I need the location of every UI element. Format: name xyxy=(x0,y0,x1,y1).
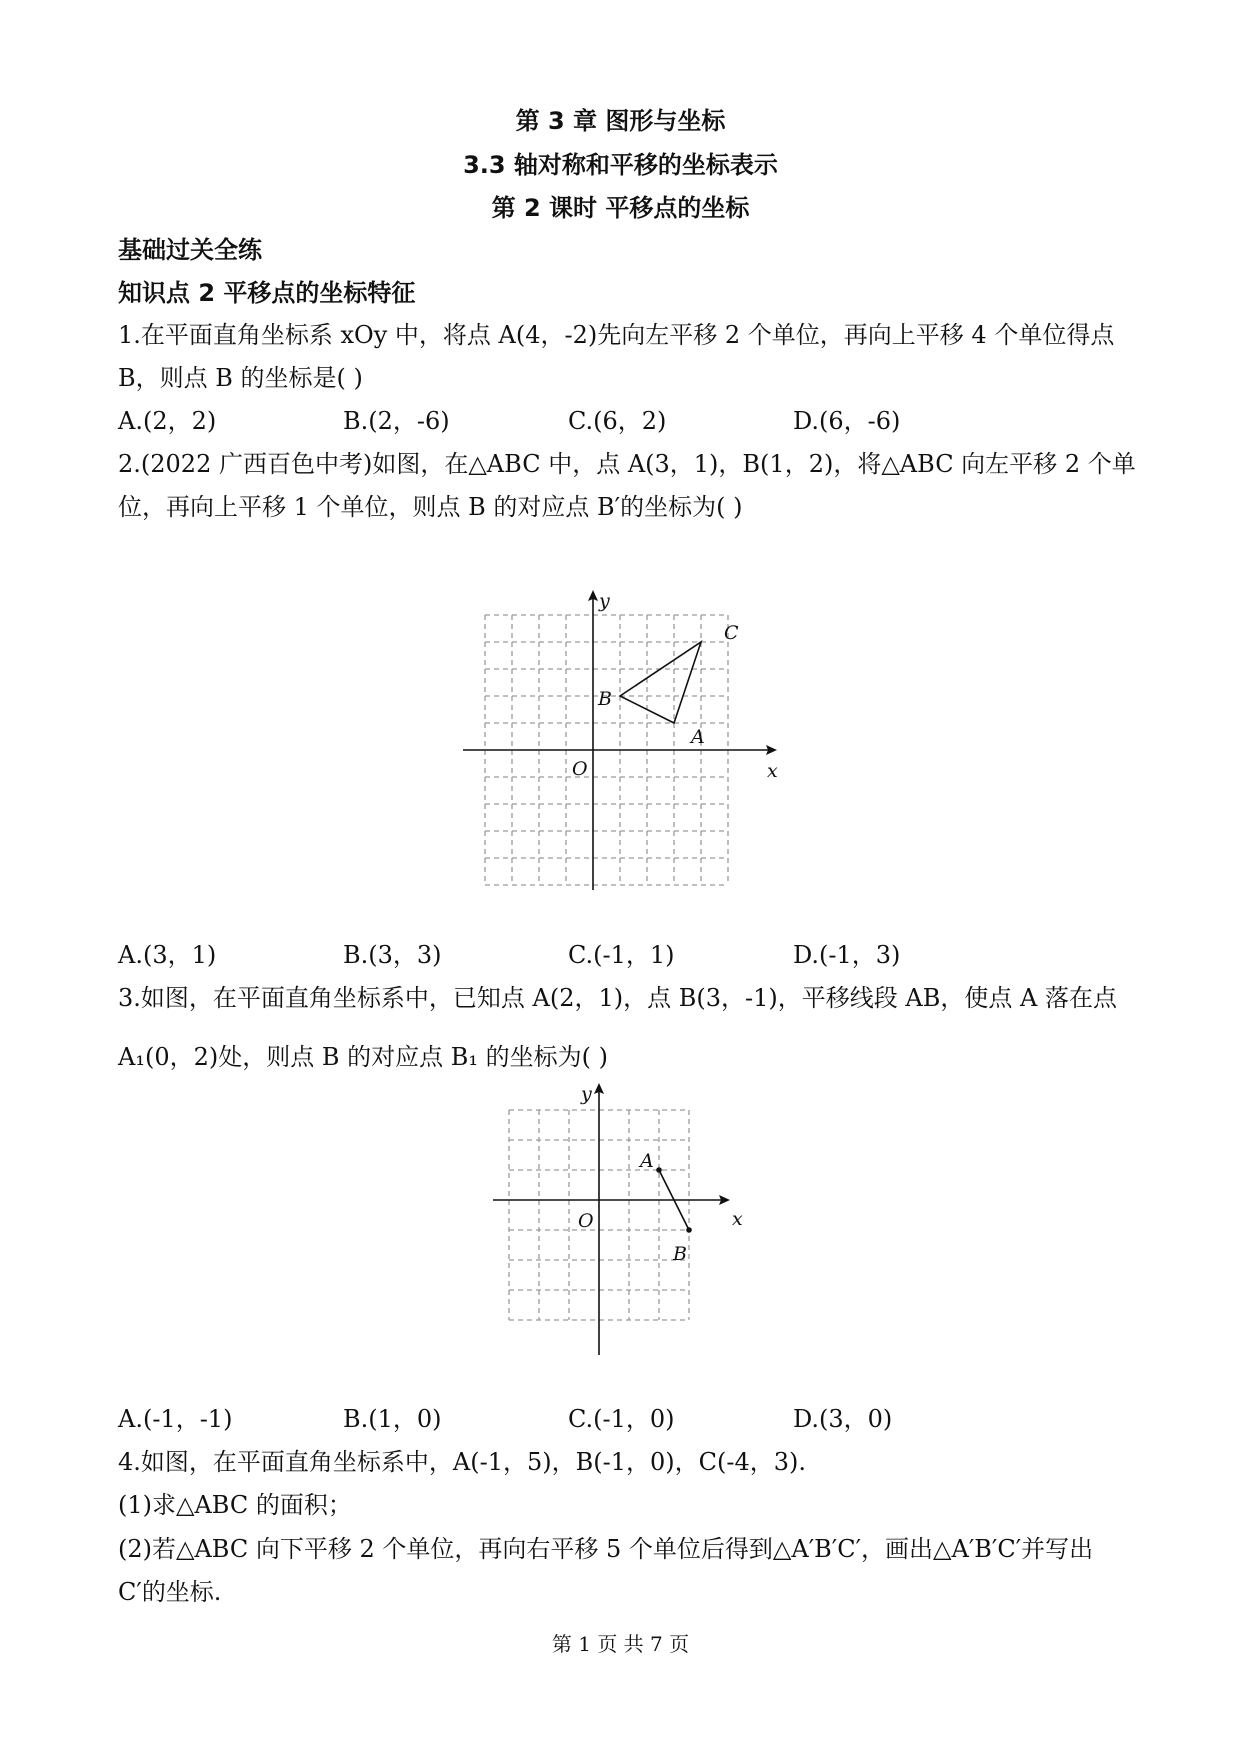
q1-line-1: 1.在平面直角坐标系 xOy 中，将点 A(4，-2)先向左平移 2 个单位，再向上平移 4 个单位得点 xyxy=(118,321,1115,349)
q3-axes xyxy=(493,1083,730,1355)
q3-coordinate-figure xyxy=(487,1080,757,1365)
q2-origin-label: O xyxy=(572,758,588,780)
q1-option-a: A.(2，2) xyxy=(118,407,217,435)
q3-x-axis-label: x xyxy=(732,1208,743,1230)
q1-line-2: B，则点 B 的坐标是( ) xyxy=(118,364,363,392)
q2-option-d: D.(-1，3) xyxy=(793,941,901,969)
q3-point-b-label: B xyxy=(673,1243,687,1265)
q2-point-b-label: B xyxy=(598,688,612,710)
q1-option-c: C.(6，2) xyxy=(568,407,667,435)
lesson-title: 第 2 课时 平移点的坐标 xyxy=(491,194,750,222)
q3-option-d: D.(3，0) xyxy=(793,1405,893,1433)
chapter-title: 第 3 章 图形与坐标 xyxy=(515,107,726,135)
q3-line-1: 3.如图，在平面直角坐标系中，已知点 A(2，1)，点 B(3，-1)，平移线段 AB，使点 A 落在点 xyxy=(118,984,1117,1012)
q3-line-2: A₁(0，2)处，则点 B 的对应点 B₁ 的坐标为( ) xyxy=(118,1043,608,1071)
q3-point-b xyxy=(686,1227,692,1233)
q4-part-2-line-1: (2)若△ABC 向下平移 2 个单位，再向右平移 5 个单位后得到△A′B′C′，画出△A′B′C′并写出 xyxy=(118,1535,1094,1563)
page-footer: 第 1 页 共 7 页 xyxy=(551,1632,690,1656)
q2-y-axis-label: y xyxy=(599,590,610,612)
q3-point-a-label: A xyxy=(640,1150,654,1172)
q3-origin-label: O xyxy=(578,1210,594,1232)
q2-point-a-label: A xyxy=(691,726,705,748)
q2-option-a: A.(3，1) xyxy=(118,941,217,969)
q2-option-c: C.(-1，1) xyxy=(568,941,675,969)
q2-triangle-abc xyxy=(620,642,701,723)
q3-point-a xyxy=(656,1167,662,1173)
q2-coordinate-figure xyxy=(455,590,795,890)
section-title: 3.3 轴对称和平移的坐标表示 xyxy=(463,151,778,179)
q2-line-1: 2.(2022 广西百色中考)如图，在△ABC 中，点 A(3，1)，B(1，2)，将△ABC 向左平移 2 个单 xyxy=(118,450,1136,478)
practice-title: 基础过关全练 xyxy=(118,236,262,264)
q1-option-d: D.(6，-6) xyxy=(793,407,901,435)
q2-option-b: B.(3，3) xyxy=(343,941,442,969)
knowledge-point-title: 知识点 2 平移点的坐标特征 xyxy=(118,279,416,307)
q3-option-c: C.(-1，0) xyxy=(568,1405,675,1433)
q2-x-axis-label: x xyxy=(767,760,778,782)
q3-option-a: A.(-1，-1) xyxy=(118,1405,233,1433)
q4-part-2-line-2: C′的坐标. xyxy=(118,1578,222,1606)
q4-line-1: 4.如图，在平面直角坐标系中，A(-1，5)，B(-1，0)，C(-4，3). xyxy=(118,1448,806,1476)
q2-point-c-label: C xyxy=(724,622,739,644)
q3-option-b: B.(1，0) xyxy=(343,1405,442,1433)
q1-option-b: B.(2，-6) xyxy=(343,407,450,435)
q2-line-2: 位，再向上平移 1 个单位，则点 B 的对应点 B′的坐标为( ) xyxy=(118,493,743,521)
q4-part-1: (1)求△ABC 的面积； xyxy=(118,1491,352,1519)
q3-y-axis-label: y xyxy=(581,1083,592,1105)
